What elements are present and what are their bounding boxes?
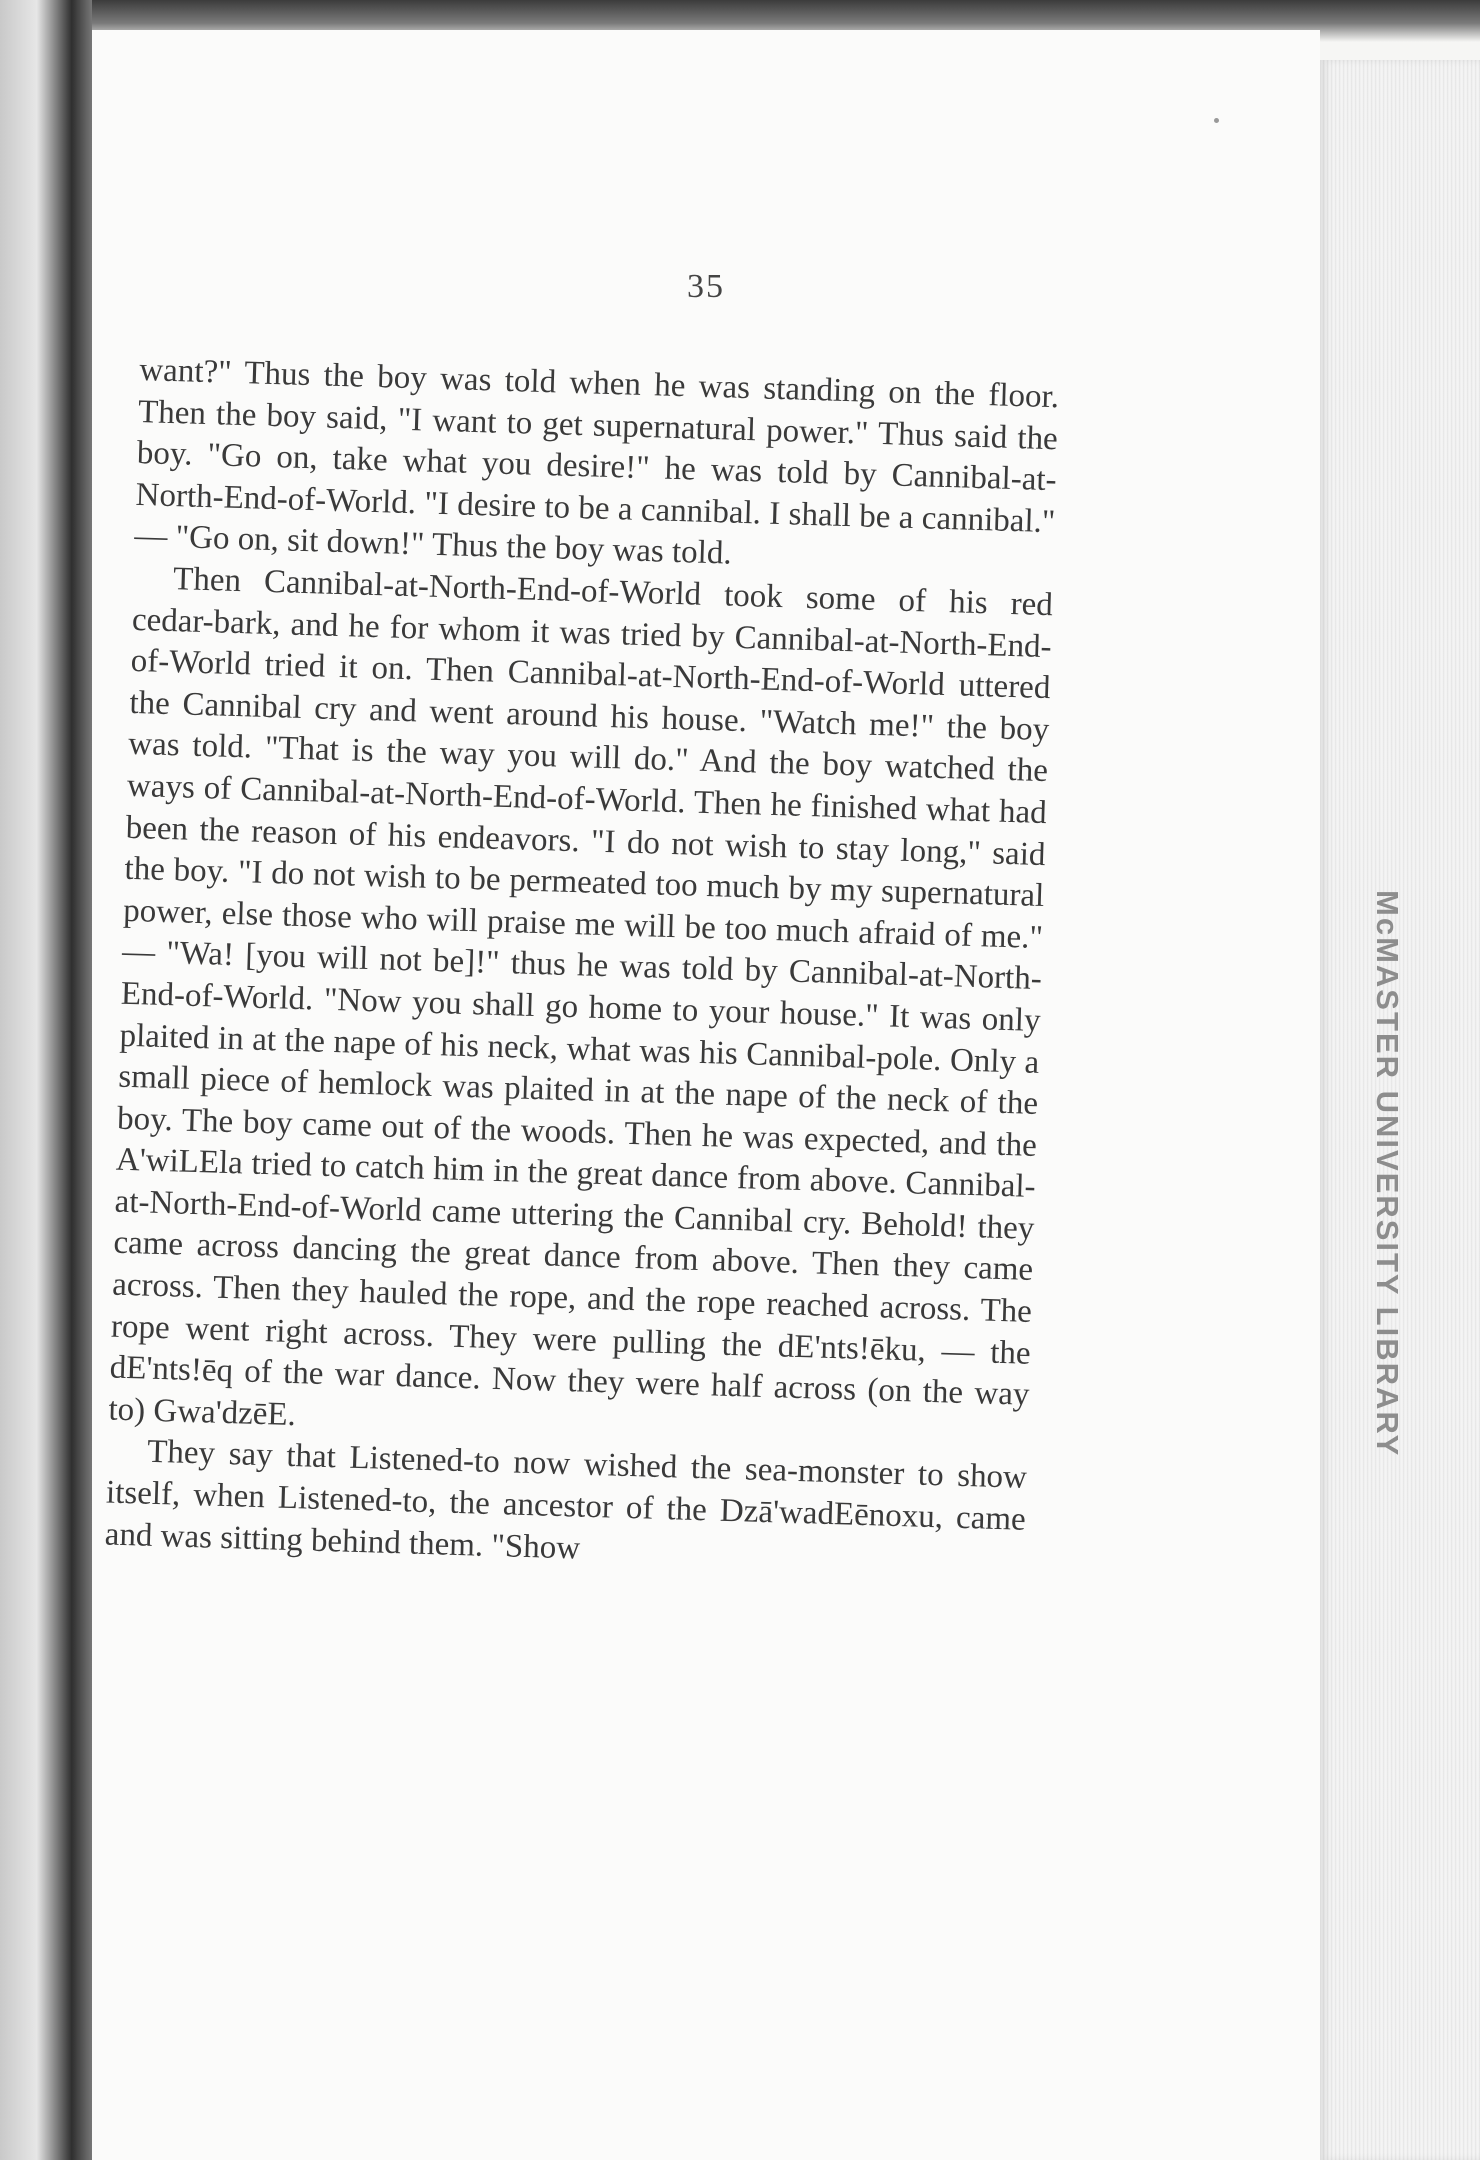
body-text <box>104 350 1059 1583</box>
book-spine-edge <box>0 0 92 2160</box>
paragraph-2: Then Cannibal-at-North-End-of-World took some of his red cedar-bark, and he for whom it was tried by Cannibal-at-North-End-of-World tried it on. Then Cannibal-at-North-End-of-World uttered the Cannibal cry and went around his house. "Watch me!" the boy was told. "That is the way you will do." And the boy watched the ways of Cannibal-at-North-End-of-World. Then he finished what had been the reason of his endeavors. "I do not wish to stay long," said the boy. "I do not wish to be permeated too much by my supernatural power, else those who will praise me will be too much afraid of me." — "Wa! [you will not be]!" thus he was told by Cannibal-at-North-End-of-World. "Now you shall go home to your house." It was only plaited in at the nape of his neck, what was his Cannibal-pole. Only a small piece of hemlock was plaited in at the nape of the neck of the boy. The boy came out of the woods. Then he was expected, and the A'wiLEla tried to catch him in the great dance from above. Cannibal-at-North-End-of-World came uttering the Cannibal cry. Behold! they came across dancing the great dance from above. Then they came across. Then they hauled the rope, and the rope reached across. The rope went right across. They were pulling the dE'nts!ēku, — the dE'nts!ēq of the war dance. Now they were half across (on the way to) Gwa'dzēE. <box>108 561 1054 1433</box>
page-number: 35 <box>687 268 725 305</box>
paragraph-3: They say that Listened-to now wished the sea-monster to show itself, when Listened-to, the ancestor of the Dzā'wadEēnoxu, came and was sitting behind them. "Show <box>104 1434 1028 1567</box>
library-stamp-text: McMASTER UNIVERSITY LIBRARY <box>1370 890 1405 1458</box>
paragraph-1: want?" Thus the boy was told when he was standing on the floor. Then the boy said, "I want to get supernatural power." Thus said the boy. "Go on, take what you desire!" he was told by Cannibal-at-North-End-of-World. "I desire to be a cannibal. I shall be a cannibal." — "Go on, sit down!" Thus the boy was told. <box>133 351 1060 573</box>
speck <box>1214 118 1219 123</box>
library-stamp <box>1370 890 1425 1458</box>
page-sheet <box>92 30 1320 2160</box>
